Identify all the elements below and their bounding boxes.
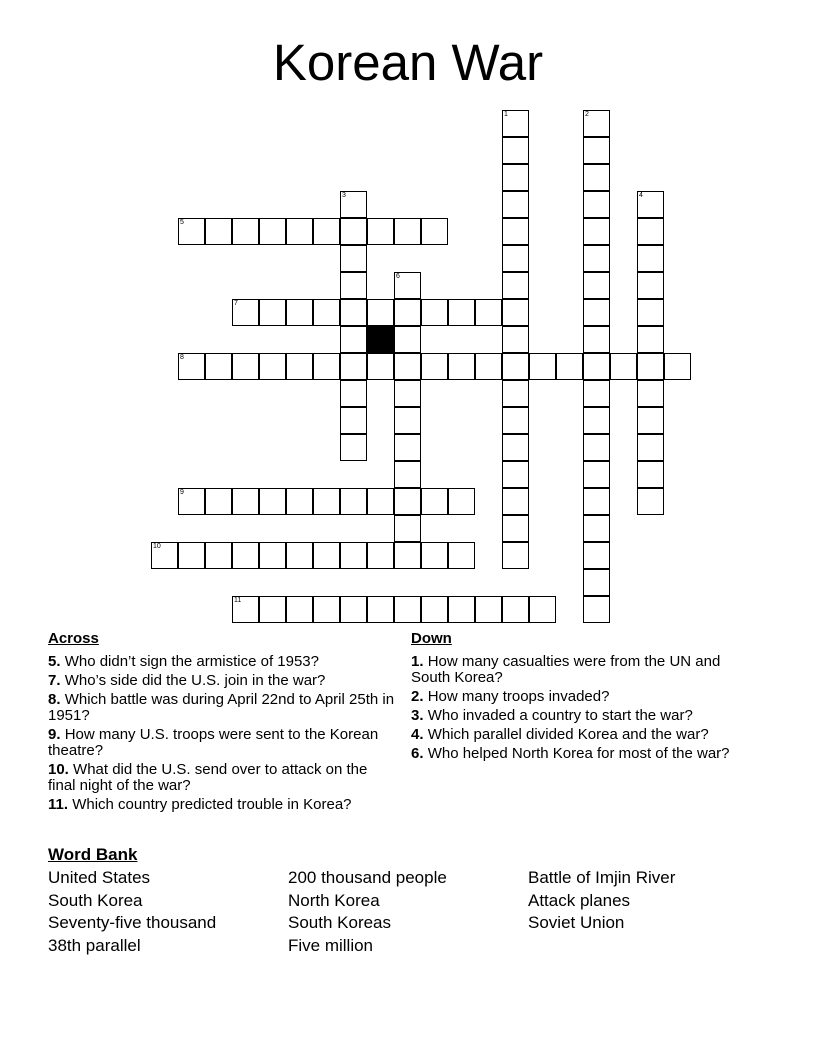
cell-number: 8 xyxy=(180,354,184,361)
crossword-cell[interactable] xyxy=(259,488,286,515)
word-bank-item: Attack planes xyxy=(528,890,631,910)
crossword-cell[interactable] xyxy=(502,326,529,353)
crossword-cell[interactable] xyxy=(529,353,556,380)
crossword-cell[interactable] xyxy=(475,299,502,326)
crossword-cell[interactable] xyxy=(583,137,610,164)
crossword-cell[interactable] xyxy=(502,218,529,245)
crossword-cell[interactable] xyxy=(583,434,610,461)
crossword-cell[interactable] xyxy=(340,272,367,299)
word-bank-item: United States xyxy=(48,868,151,887)
across-clues xyxy=(48,630,398,816)
crossword-cell[interactable] xyxy=(448,596,475,623)
word-bank-item: Five million xyxy=(288,935,374,955)
down-heading: Down xyxy=(411,630,452,647)
crossword-cell[interactable] xyxy=(313,353,340,380)
cell-number: 4 xyxy=(639,192,643,199)
clue-down-6: 6. Who helped North Korea for most of the war? xyxy=(411,745,730,762)
crossword-cell[interactable] xyxy=(340,218,367,245)
word-bank-item: Seventy-five thousand xyxy=(48,913,217,932)
cell-number: 1 xyxy=(504,111,508,118)
crossword-cell[interactable] xyxy=(583,245,610,272)
crossword-cell[interactable] xyxy=(205,353,232,380)
clue-down-1: 1. How many casualties were from the UN and South Korea? xyxy=(411,653,721,686)
crossword-cell[interactable] xyxy=(583,191,610,218)
crossword-cell[interactable] xyxy=(340,191,367,218)
crossword-cell[interactable] xyxy=(286,488,313,515)
crossword-cell[interactable] xyxy=(394,542,421,569)
crossword-cell[interactable] xyxy=(421,542,448,569)
crossword-cell[interactable] xyxy=(178,542,205,569)
crossword-cell[interactable] xyxy=(313,542,340,569)
crossword-cell[interactable] xyxy=(583,218,610,245)
clue-across-5: 5. Who didn’t sign the armistice of 1953? xyxy=(48,653,319,670)
crossword-cell[interactable] xyxy=(637,488,664,515)
crossword-cell[interactable] xyxy=(421,353,448,380)
crossword-cell[interactable] xyxy=(421,299,448,326)
down-clues xyxy=(411,630,756,765)
crossword-cell[interactable] xyxy=(340,299,367,326)
crossword-cell[interactable] xyxy=(637,434,664,461)
crossword-cell[interactable] xyxy=(583,380,610,407)
crossword-cell[interactable] xyxy=(340,434,367,461)
cell-number: 7 xyxy=(234,300,238,307)
cell-number: 9 xyxy=(180,489,184,496)
crossword-cell[interactable] xyxy=(502,137,529,164)
crossword-cell[interactable] xyxy=(313,218,340,245)
crossword-cell[interactable] xyxy=(637,407,664,434)
crossword-cell[interactable] xyxy=(367,596,394,623)
crossword-cell[interactable] xyxy=(583,110,610,137)
cell-number: 11 xyxy=(234,597,242,604)
word-bank-heading: Word Bank xyxy=(48,845,138,864)
clue-down-3: 3. Who invaded a country to start the war? xyxy=(411,707,693,724)
crossword-cell[interactable] xyxy=(556,353,583,380)
crossword-cell[interactable] xyxy=(259,542,286,569)
crossword-cell[interactable] xyxy=(637,299,664,326)
crossword-cell[interactable] xyxy=(502,272,529,299)
crossword-cell[interactable] xyxy=(583,353,610,380)
crossword-cell[interactable] xyxy=(367,542,394,569)
crossword-blocked-cell xyxy=(367,326,394,353)
crossword-cell[interactable] xyxy=(394,434,421,461)
crossword-cell[interactable] xyxy=(286,218,313,245)
crossword-cell[interactable] xyxy=(421,218,448,245)
crossword-cell[interactable] xyxy=(286,596,313,623)
crossword-cell[interactable] xyxy=(610,353,637,380)
crossword-cell[interactable] xyxy=(502,515,529,542)
crossword-cell[interactable] xyxy=(421,596,448,623)
crossword-cell[interactable] xyxy=(340,407,367,434)
clue-across-10: 10. What did the U.S. send over to attack on the final night of the war? xyxy=(48,761,368,794)
crossword-cell[interactable] xyxy=(178,353,205,380)
crossword-cell[interactable] xyxy=(394,380,421,407)
crossword-cell[interactable] xyxy=(394,461,421,488)
crossword-cell[interactable] xyxy=(340,353,367,380)
crossword-cell[interactable] xyxy=(313,488,340,515)
crossword-cell[interactable] xyxy=(583,515,610,542)
crossword-cell[interactable] xyxy=(502,299,529,326)
clue-down-2: 2. How many troops invaded? xyxy=(411,688,610,705)
crossword-cell[interactable] xyxy=(637,353,664,380)
crossword-cell[interactable] xyxy=(367,299,394,326)
crossword-cell[interactable] xyxy=(232,488,259,515)
crossword-cell[interactable] xyxy=(583,596,610,623)
crossword-cell[interactable] xyxy=(232,542,259,569)
crossword-cell[interactable] xyxy=(259,299,286,326)
crossword-cell[interactable] xyxy=(394,515,421,542)
crossword-cell[interactable] xyxy=(637,326,664,353)
crossword-cell[interactable] xyxy=(421,488,448,515)
crossword-cell[interactable] xyxy=(394,299,421,326)
crossword-cell[interactable] xyxy=(448,353,475,380)
crossword-cell[interactable] xyxy=(340,488,367,515)
crossword-cell[interactable] xyxy=(502,542,529,569)
crossword-cell[interactable] xyxy=(502,353,529,380)
clue-down-4: 4. Which parallel divided Korea and the war? xyxy=(411,726,709,743)
word-bank xyxy=(48,845,768,957)
crossword-cell[interactable] xyxy=(664,353,691,380)
crossword-cell[interactable] xyxy=(475,596,502,623)
crossword-cell[interactable] xyxy=(340,326,367,353)
crossword-cell[interactable] xyxy=(502,164,529,191)
crossword-cell[interactable] xyxy=(529,596,556,623)
crossword-cell[interactable] xyxy=(259,218,286,245)
crossword-cell[interactable] xyxy=(367,488,394,515)
clue-across-9: 9. How many U.S. troops were sent to the Korean theatre? xyxy=(48,726,379,759)
crossword-cell[interactable] xyxy=(232,596,259,623)
crossword-cell[interactable] xyxy=(583,164,610,191)
crossword-cell[interactable] xyxy=(637,245,664,272)
crossword-cell[interactable] xyxy=(232,218,259,245)
crossword-cell[interactable] xyxy=(502,461,529,488)
crossword-cell[interactable] xyxy=(259,596,286,623)
crossword-cell[interactable] xyxy=(637,218,664,245)
crossword-cell[interactable] xyxy=(232,299,259,326)
cell-number: 6 xyxy=(396,273,400,280)
crossword-cell[interactable] xyxy=(313,596,340,623)
crossword-cell[interactable] xyxy=(583,299,610,326)
crossword-cell[interactable] xyxy=(232,353,259,380)
crossword-cell[interactable] xyxy=(367,353,394,380)
clue-across-8: 8. Which battle was during April 22nd to April 25th in 1951? xyxy=(48,691,395,724)
crossword-cell[interactable] xyxy=(394,407,421,434)
crossword-cell[interactable] xyxy=(502,488,529,515)
crossword-cell[interactable] xyxy=(394,218,421,245)
word-bank-item: Soviet Union xyxy=(528,913,625,932)
clue-across-7: 7. Who’s side did the U.S. join in the war? xyxy=(48,672,326,689)
crossword-cell[interactable] xyxy=(340,542,367,569)
crossword-cell[interactable] xyxy=(259,353,286,380)
crossword-cell[interactable] xyxy=(178,218,205,245)
crossword-cell[interactable] xyxy=(637,380,664,407)
crossword-cell[interactable] xyxy=(394,596,421,623)
cell-number: 10 xyxy=(153,543,161,550)
word-bank-item: Battle of Imjin River xyxy=(528,868,676,887)
crossword-cell[interactable] xyxy=(502,110,529,137)
crossword-cell[interactable] xyxy=(151,542,178,569)
cell-number: 5 xyxy=(180,219,184,226)
crossword-cell[interactable] xyxy=(637,272,664,299)
crossword-cell[interactable] xyxy=(448,299,475,326)
crossword-cell[interactable] xyxy=(205,542,232,569)
crossword-cell[interactable] xyxy=(394,326,421,353)
crossword-cell[interactable] xyxy=(502,191,529,218)
crossword-cell[interactable] xyxy=(502,596,529,623)
crossword-cell[interactable] xyxy=(502,380,529,407)
crossword-cell[interactable] xyxy=(205,218,232,245)
crossword-cell[interactable] xyxy=(637,461,664,488)
crossword-cell[interactable] xyxy=(394,353,421,380)
crossword-cell[interactable] xyxy=(583,407,610,434)
crossword-cell[interactable] xyxy=(313,299,340,326)
crossword-cell[interactable] xyxy=(286,353,313,380)
across-heading: Across xyxy=(48,630,99,647)
crossword-cell[interactable] xyxy=(583,326,610,353)
crossword-cell[interactable] xyxy=(502,407,529,434)
crossword-cell[interactable] xyxy=(448,488,475,515)
crossword-cell[interactable] xyxy=(583,569,610,596)
crossword-cell[interactable] xyxy=(448,542,475,569)
crossword-cell[interactable] xyxy=(394,488,421,515)
crossword-cell[interactable] xyxy=(637,191,664,218)
cell-number: 2 xyxy=(585,111,589,118)
word-bank-item: South Koreas xyxy=(288,913,392,932)
word-bank-item: 200 thousand people xyxy=(288,868,447,887)
page-title: Korean War xyxy=(272,34,544,91)
crossword-cell[interactable] xyxy=(583,272,610,299)
cell-number: 3 xyxy=(342,192,346,199)
crossword-cell[interactable] xyxy=(583,488,610,515)
crossword-cell[interactable] xyxy=(286,542,313,569)
crossword-cell[interactable] xyxy=(502,245,529,272)
word-bank-item: South Korea xyxy=(48,890,143,910)
clue-across-11: 11. Which country predicted trouble in Korea? xyxy=(48,796,352,813)
crossword-cell[interactable] xyxy=(340,245,367,272)
word-bank-item: North Korea xyxy=(288,890,380,910)
crossword-cell[interactable] xyxy=(367,218,394,245)
crossword-cell[interactable] xyxy=(475,353,502,380)
crossword-cell[interactable] xyxy=(583,461,610,488)
crossword-cell[interactable] xyxy=(286,299,313,326)
crossword-cell[interactable] xyxy=(583,542,610,569)
crossword-cell[interactable] xyxy=(502,434,529,461)
crossword-cell[interactable] xyxy=(178,488,205,515)
crossword-cell[interactable] xyxy=(394,272,421,299)
crossword-cell[interactable] xyxy=(340,596,367,623)
crossword-cell[interactable] xyxy=(340,380,367,407)
crossword-cell[interactable] xyxy=(205,488,232,515)
word-bank-item: 38th parallel xyxy=(48,935,141,955)
